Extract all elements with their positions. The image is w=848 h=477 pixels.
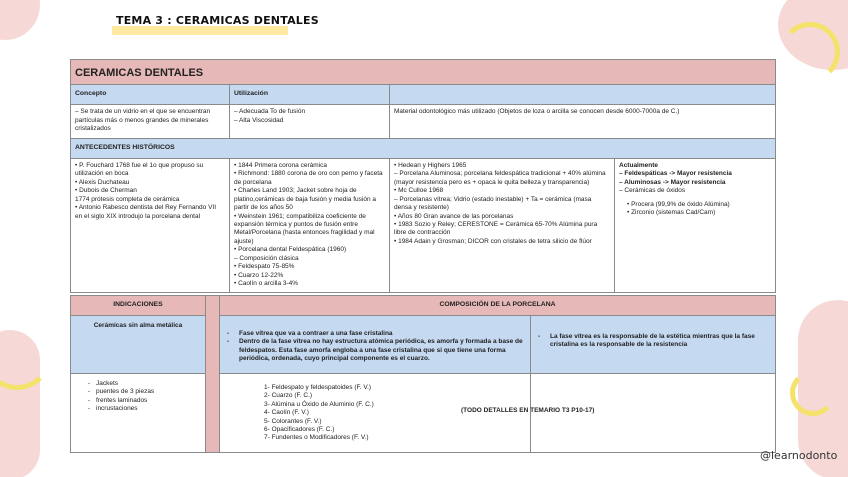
- list-item: - Dentro de la fase vítrea no hay estructura atómica periódica, es amorfa y formada a base de feldespatos. Esta fase amorfa engloba a una fase cristalina que si que tiene una forma periódica, ordenada, cuyo principal componente es el cuarzo.: [223, 338, 527, 363]
- table-title: CERAMICAS DENTALES: [71, 60, 776, 85]
- list-item: - frentes laminados: [74, 397, 202, 405]
- list-item: • 1983 Sozio y Reley; CERESTONE = Cerámica 65-70% Alúmina pura libre de contracción: [394, 221, 598, 237]
- header-blank: [390, 85, 776, 105]
- list-item: • Caolín o arcilla 3-4%: [234, 280, 299, 288]
- antecedentes-col-3: [390, 158, 615, 292]
- list-item: • Charles Land 1903; Jacket sobre hoja de platino,cerámicas de baja fusión y media fusión a partir de los años 50: [234, 187, 376, 212]
- list-item: • Mc Culloe 1968: [394, 187, 444, 195]
- list-item: • Feldespato 75-85%: [234, 263, 295, 271]
- list-item: 7- Fundentes o Modificadores (F. V.): [264, 434, 369, 442]
- list-item: 1774 prótesis completa de cerámica: [75, 195, 180, 203]
- author-handle: @learnodonto: [760, 449, 838, 462]
- list-item: – Porcelana Aluminosa; porcelana feldespática tradicional + 40% alúmina (mayor resistencia pero es + opaca le quita belleza y transparencia): [394, 170, 606, 186]
- list-item: - La fase vítrea es la responsable de la estética mientras que la fase cristalina es la responsable de la resistencia: [534, 333, 772, 350]
- list-item: 5- Colorantes (F. V.): [264, 417, 322, 425]
- list-item: • Antonio Rabesco dentista del Rey Fernando VII en el siglo XIX introdujo la porcelana dental: [75, 204, 217, 220]
- ceramicas-table: [70, 59, 776, 293]
- list-item: • Cuarzo 12-22%: [234, 271, 284, 279]
- list-item: 2- Cuarzo (F. C.): [264, 392, 313, 400]
- indicaciones-header: INDICACIONES: [71, 296, 206, 316]
- list-item: - Jackets: [74, 380, 202, 388]
- list-item: 3- Alúmina u Óxido de Aluminio (F. C.): [264, 400, 374, 408]
- detalles-cell: [461, 373, 776, 452]
- list-item: • Zirconio (sistemas Cad/Cam): [627, 209, 716, 217]
- decor-ring-bottom-left: [0, 320, 52, 390]
- antecedentes-col-2: [230, 158, 390, 292]
- list-item: - Fase vítrea que va a contraer a una fase cristalina: [223, 330, 527, 338]
- antecedentes-col-1: [71, 158, 230, 292]
- list-item: • Hedean y Highers 1965: [394, 161, 467, 169]
- list-item: • 1984 Adain y Grosman; DICOR con cristales de tetra silicio de flúor: [394, 237, 592, 245]
- list-item: • Años 80 Gran avance de las porcelanas: [394, 212, 514, 220]
- antecedentes-header: ANTECEDENTES HISTÓRICOS: [71, 139, 776, 159]
- list-item: - incrustaciones: [74, 405, 202, 413]
- list-item: • Porcelana dental Feldespática (1960): [234, 246, 347, 254]
- estetica-cell: [531, 315, 776, 373]
- utilizacion-cell: [230, 105, 390, 139]
- list-item: – Cerámicas de óxidos: [619, 187, 686, 195]
- decor-blob-top-left: [0, 0, 40, 40]
- title-highlight: [112, 26, 288, 35]
- decor-ring-bottom-right: [790, 370, 836, 416]
- list-item: – Porcelanas vítrea; Vidrio (estado inestable) + Ta = cerámica (masa densa y resistente): [394, 195, 592, 212]
- composicion-table: [70, 295, 776, 453]
- list-item: – Composición clásica: [234, 254, 299, 262]
- composicion-header: COMPOSICIÓN DE LA PORCELANA: [220, 296, 776, 316]
- utilizacion-header: Utilización: [230, 85, 390, 105]
- column-separator: [206, 296, 220, 453]
- page-title-block: [116, 14, 319, 27]
- list-item: • Dubois de Cherman: [75, 187, 137, 195]
- list-item: • 1844 Primera corona cerámica: [234, 161, 327, 169]
- antecedentes-col-4: [615, 158, 776, 292]
- list-item: • P. Fouchard 1768 fue el 1o que propuso su utilización en boca: [75, 161, 204, 178]
- actualmente-heading: Actualmente: [619, 161, 659, 169]
- material-cell: Material odontológico más utilizado (Objetos de loza o arcilla se conocen desde 6000-7000a de C.): [390, 105, 776, 139]
- list-item: 6- Opacificadores (F. C.): [264, 426, 335, 434]
- list-item: • Weinstein 1961; compatibiliza coeficiente de expansión térmica y puntos de fusión entre Metal/Porcelana (hasta entonces fragilidad y mal ajuste): [234, 212, 375, 245]
- list-item: • Procera (99,9% de óxido Alúmina): [627, 200, 730, 208]
- list-item: - puentes de 3 piezas: [74, 388, 202, 396]
- utilizacion-line: – Adecuada To de fusión: [234, 108, 306, 116]
- page-title: TEMA 3 : CERAMICAS DENTALES: [116, 14, 319, 27]
- fase-vitrea-cell: [220, 315, 531, 373]
- concepto-header: Concepto: [71, 85, 230, 105]
- utilizacion-line: – Alta Viscosidad: [234, 116, 284, 124]
- list-item: 4- Caolín (F. V.): [264, 409, 309, 417]
- detalles-note: (TODO DETALLES EN TEMARIO T3 P10-17): [461, 406, 595, 414]
- ceramicas-label: Cerámicas sin alma metálica: [71, 315, 206, 373]
- list-item: 1- Feldespato y feldespatoides (F. V.): [264, 383, 372, 391]
- list-item: – Feldespáticas -> Mayor resistencia: [619, 170, 732, 178]
- list-item: • Richmond: 1880 corona de oro con perno y faceta de porcelana: [234, 170, 383, 186]
- indicaciones-cell: [71, 373, 206, 452]
- concepto-cell: – Se trata de un vidrio en el que se encuentran partículas más o menos grandes de minerales cristalizados: [71, 105, 230, 139]
- list-item: • Alexis Duchateau: [75, 178, 130, 186]
- list-item: – Aluminosas -> Mayor resistencia: [619, 178, 726, 186]
- decor-ring-top-right: [780, 22, 840, 82]
